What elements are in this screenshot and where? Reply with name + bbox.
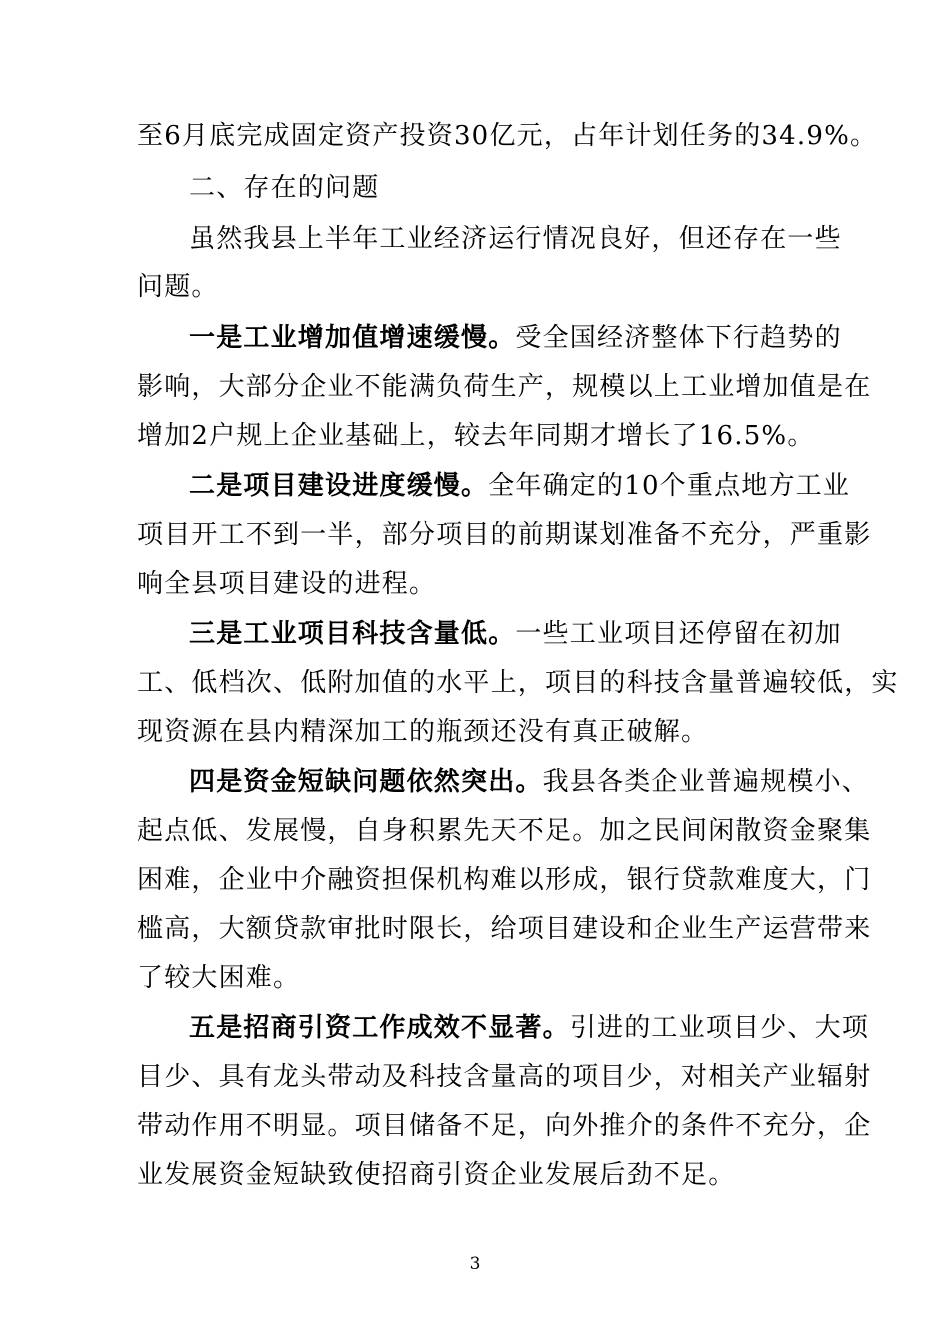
paragraph-3-line-1: [189, 618, 842, 650]
paragraph-2-line-1: [189, 470, 851, 502]
paragraph-4-line-3: 困难，企业中介融资担保机构难以形成，银行贷款难度大，门: [137, 865, 872, 895]
paragraph-5-line-2: 目少、具有龙头带动及科技含量高的项目少，对相关产业辐射: [137, 1062, 872, 1092]
paragraph-4-lead: 四是资金短缺问题依然突出。: [189, 767, 543, 797]
paragraph-1-lead: 一是工业增加值增速缓慢。: [189, 323, 516, 353]
opening-line: 至6月底完成固定资产投资30亿元，占年计划任务的34.9%。: [137, 121, 878, 151]
paragraph-5-line-1: [189, 1012, 870, 1044]
paragraph-3-line-3: 现资源在县内精深加工的瓶颈还没有真正破解。: [137, 717, 709, 747]
paragraph-4-line-4: 槛高，大额贷款审批时限长，给项目建设和企业生产运营带来: [137, 914, 872, 944]
paragraph-2-line-2: 项目开工不到一半，部分项目的前期谋划准备不充分，严重影: [137, 520, 872, 550]
paragraph-1-line-2: 影响，大部分企业不能满负荷生产，规模以上工业增加值是在: [137, 372, 872, 402]
intro-line-2: 问题。: [137, 272, 219, 302]
intro-line-1: 虽然我县上半年工业经济运行情况良好，但还存在一些: [189, 224, 842, 254]
paragraph-5-line-4: 业发展资金短缺致使招商引资企业发展后劲不足。: [137, 1160, 736, 1190]
section-heading: 二、存在的问题: [189, 173, 380, 203]
page-number: 3: [469, 1254, 481, 1274]
paragraph-2-lead-rest: 全年确定的10个重点地方工业: [488, 471, 851, 501]
paragraph-5-lead: 五是招商引资工作成效不显著。: [189, 1013, 570, 1043]
paragraph-4-line-2: 起点低、发展慢，自身积累先天不足。加之民间闲散资金聚集: [137, 816, 872, 846]
paragraph-4-lead-rest: 我县各类企业普遍规模小、: [542, 767, 870, 797]
paragraph-4-line-5: 了较大困难。: [137, 963, 301, 993]
paragraph-2-lead: 二是项目建设进度缓慢。: [189, 471, 489, 501]
paragraph-3-line-2: 工、低档次、低附加值的水平上，项目的科技含量普遍较低，实: [137, 668, 899, 698]
paragraph-4-line-1: [189, 766, 870, 798]
paragraph-5-line-3: 带动作用不明显。项目储备不足，向外推介的条件不充分，企: [137, 1111, 872, 1141]
paragraph-1-line-1: [189, 322, 842, 354]
paragraph-5-lead-rest: 引进的工业项目少、大项: [569, 1013, 870, 1043]
paragraph-3-lead: 三是工业项目科技含量低。: [189, 619, 516, 649]
paragraph-1-line-3: 增加2户规上企业基础上，较去年同期才增长了16.5%。: [137, 421, 815, 451]
paragraph-3-lead-rest: 一些工业项目还停留在初加: [515, 619, 842, 649]
paragraph-1-lead-rest: 受全国经济整体下行趋势的: [515, 323, 842, 353]
paragraph-2-line-3: 响全县项目建设的进程。: [137, 569, 437, 599]
